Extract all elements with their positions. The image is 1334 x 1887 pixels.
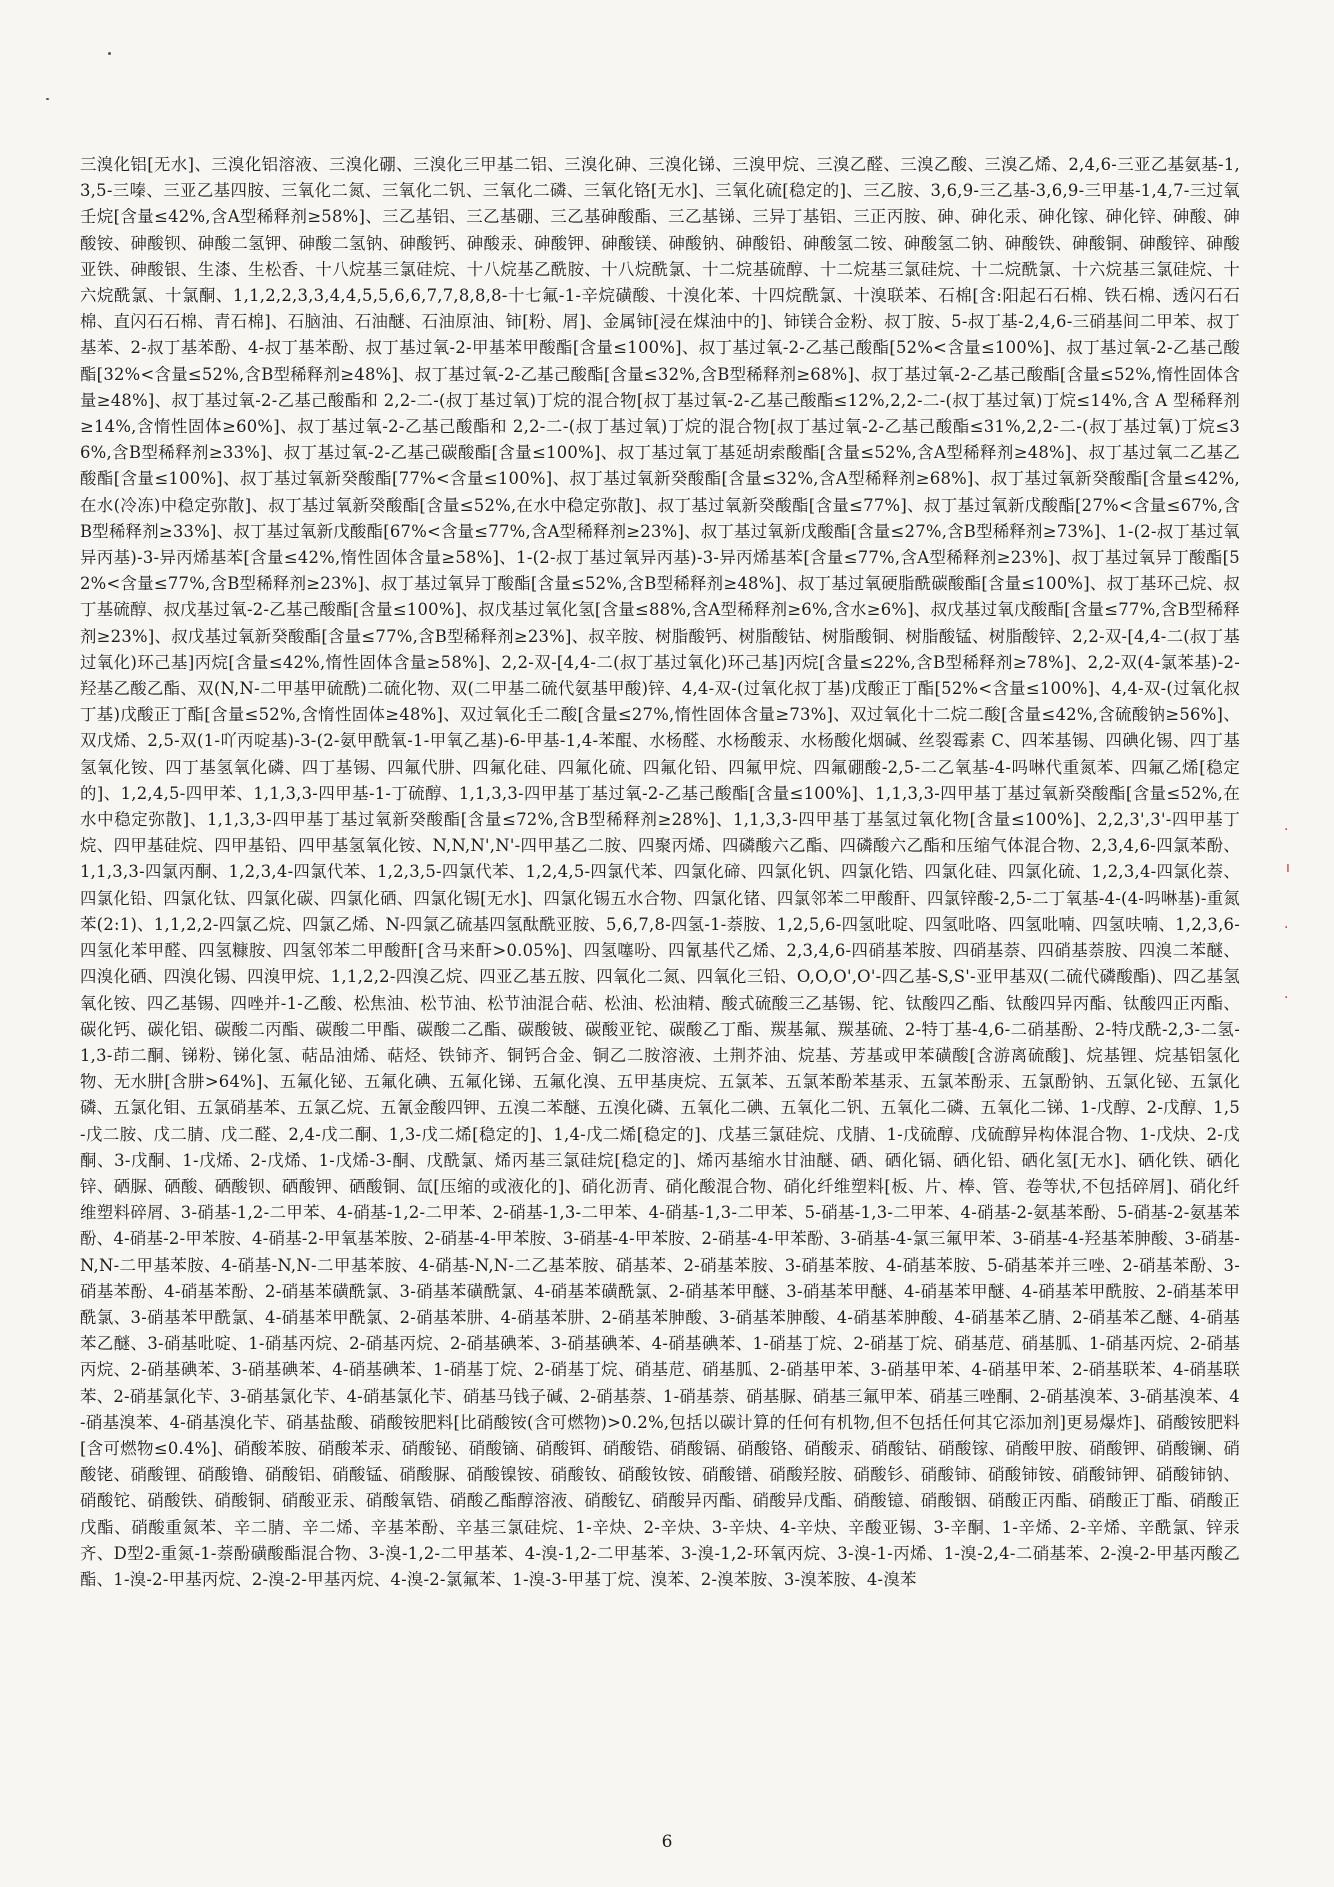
margin-mark: ·: [1284, 822, 1289, 838]
document-body-text: 三溴化铝[无水]、三溴化铝溶液、三溴化硼、三溴化三甲基二铝、三溴化砷、三溴化锑、三溴甲烷、三溴乙醛、三溴乙酸、三溴乙烯、2,4,6-三亚乙基氨基-1,3,5-三嗪、三亚乙基四胺、三氧化二氮、三氧化二钒、三氧化二磷、三氧化铬[无水]、三氧化硫[稳定的]、三乙胺、3,6,9-三乙基-3,6,9-三甲基-1,4,7-三过氧壬烷[含量≤42%,含A型稀释剂≥58%]、三乙基铝、三乙基硼、三乙基砷酸酯、三乙基锑、三异丁基铝、三正丙胺、砷、砷化汞、砷化镓、砷化锌、砷酸、砷酸铵、砷酸钡、砷酸二氢钾、砷酸二氢钠、砷酸钙、砷酸汞、砷酸钾、砷酸镁、砷酸钠、砷酸铅、砷酸氢二铵、砷酸氢二钠、砷酸铁、砷酸铜、砷酸锌、砷酸亚铁、砷酸银、生漆、生松香、十八烷基三氯硅烷、十八烷基乙酰胺、十八烷酰氯、十二烷基硫醇、十二烷基三氯硅烷、十二烷酰氯、十六烷基三氯硅烷、十六烷酰氯、十氯酮、1,1,2,2,3,3,4,4,5,5,6,6,7,7,8,8,8-十七氟-1-辛烷磺酸、十溴化苯、十四烷酰氯、十溴联苯、石棉[含:阳起石石棉、铁石棉、透闪石石棉、直闪石石棉、青石棉]、石脑油、石油醚、石油原油、铈[粉、屑]、金属铈[浸在煤油中的]、铈镁合金粉、叔丁胺、5-叔丁基-2,4,6-三硝基间二甲苯、叔丁基苯、2-叔丁基苯酚、4-叔丁基苯酚、叔丁基过氧-2-甲基苯甲酸酯[含量≤100%]、叔丁基过氧-2-乙基己酸酯[52%<含量≤100%]、叔丁基过氧-2-乙基己酸酯[32%<含量≤52%,含B型稀释剂≥48%]、叔丁基过氧-2-乙基己酸酯[含量≤32%,含B型稀释剂≥68%]、叔丁基过氧-2-乙基己酸酯[含量≤52%,惰性固体含量≥48%]、叔丁基过氧-2-乙基己酸酯和 2,2-二-(叔丁基过氧)丁烷的混合物[叔丁基过氧-2-乙基己酸酯≤12%,2,2-二-(叔丁基过氧)丁烷≤14%,含 A 型稀释剂≥14%,含惰性固体≥60%]、叔丁基过氧-2-乙基己酸酯和 2,2-二-(叔丁基过氧)丁烷的混合物[叔丁基过氧-2-乙基己酸酯≤31%,2,2-二-(叔丁基过氧)丁烷≤36%,含B型稀释剂≥33%]、叔丁基过氧-2-乙基己碳酸酯[含量≤100%]、叔丁基过氧丁基延胡索酸酯[含量≤52%,含A型稀释剂≥48%]、叔丁基过氧二乙基乙酸酯[含量≤100%]、叔丁基过氧新癸酸酯[77%<含量≤100%]、叔丁基过氧新癸酸酯[含量≤32%,含A型稀释剂≥68%]、叔丁基过氧新癸酸酯[含量≤42%,在水(冷冻)中稳定弥散]、叔丁基过氧新癸酸酯[含量≤52%,在水中稳定弥散]、叔丁基过氧新癸酸酯[含量≤77%]、叔丁基过氧新戊酸酯[27%<含量≤67%,含B型稀释剂≥33%]、叔丁基过氧新戊酸酯[67%<含量≤77%,含A型稀释剂≥23%]、叔丁基过氧新戊酸酯[含量≤27%,含B型稀释剂≥73%]、1-(2-叔丁基过氧异丙基)-3-异丙烯基苯[含量≤42%,惰性固体含量≥58%]、1-(2-叔丁基过氧异丙基)-3-异丙烯基苯[含量≤77%,含A型稀释剂≥23%]、叔丁基过氧异丁酸酯[52%<含量≤77%,含B型稀释剂≥23%]、叔丁基过氧异丁酸酯[含量≤52%,含B型稀释剂≥48%]、叔丁基过氧硬脂酰碳酸酯[含量≤100%]、叔丁基环己烷、叔丁基硫醇、叔戊基过氧-2-乙基己酸酯[含量≤100%]、叔戊基过氧化氢[含量≤88%,含A型稀释剂≥6%,含水≥6%]、叔戊基过氧戊酸酯[含量≤77%,含B型稀释剂≥23%]、叔戊基过氧新癸酸酯[含量≤77%,含B型稀释剂≥23%]、叔辛胺、树脂酸钙、树脂酸钴、树脂酸铜、树脂酸锰、树脂酸锌、2,2-双-[4,4-二(叔丁基过氧化)环己基]丙烷[含量≤42%,惰性固体含量≥58%]、2,2-双-[4,4-二(叔丁基过氧化)环己基]丙烷[含量≤22%,含B型稀释剂≥78%]、2,2-双(4-氯苯基)-2-羟基乙酸乙酯、双(N,N-二甲基甲硫酰)二硫化物、双(二甲基二硫代氨基甲酸)锌、4,4-双-(过氧化叔丁基)戊酸正丁酯[52%<含量≤100%]、4,4-双-(过氧化叔丁基)戊酸正丁酯[含量≤52%,含惰性固体≥48%]、双过氧化壬二酸[含量≤27%,惰性固体含量≥73%]、双过氧化十二烷二酸[含量≤42%,含硫酸钠≥56%]、双戊烯、2,5-双(1-吖丙啶基)-3-(2-氨甲酰氧-1-甲氧乙基)-6-甲基-1,4-苯醌、水杨醛、水杨酸汞、水杨酸化烟碱、丝裂霉素 C、四苯基锡、四碘化锡、四丁基氢氧化铵、四丁基氢氧化磷、四丁基锡、四氟代肼、四氟化硅、四氟化硫、四氟化铅、四氟甲烷、四氟硼酸-2,5-二乙氧基-4-吗啉代重氮苯、四氟乙烯[稳定的]、1,2,4,5-四甲苯、1,1,3,3-四甲基-1-丁硫醇、1,1,3,3-四甲基丁基过氧-2-乙基己酸酯[含量≤100%]、1,1,3,3-四甲基丁基过氧新癸酸酯[含量≤52%,在水中稳定弥散]、1,1,3,3-四甲基丁基过氧新癸酸酯[含量≤72%,含B型稀释剂≥28%]、1,1,3,3-四甲基丁基氢过氧化物[含量≤100%]、2,2,3',3'-四甲基丁烷、四甲基硅烷、四甲基铅、四甲基氢氧化铵、N,N,N',N'-四甲基乙二胺、四聚丙烯、四磷酸六乙酯、四磷酸六乙酯和压缩气体混合物、2,3,4,6-四氯苯酚、1,1,3,3-四氯丙酮、1,2,3,4-四氯代苯、1,2,3,5-四氯代苯、1,2,4,5-四氯代苯、四氯化碲、四氯化钒、四氯化锆、四氯化硅、四氯化硫、1,2,3,4-四氯化萘、四氯化铅、四氯化钛、四氯化碳、四氯化硒、四氯化锡[无水]、四氯化锡五水合物、四氯化锗、四氯邻苯二甲酸酐、四氯锌酸-2,5-二丁氧基-4-(4-吗啉基)-重氮苯(2:1)、1,1,2,2-四氯乙烷、四氯乙烯、N-四氯乙硫基四氢酞酰亚胺、5,6,7,8-四氢-1-萘胺、1,2,5,6-四氢吡啶、四氢吡咯、四氢吡喃、四氢呋喃、1,2,3,6-四氢化苯甲醛、四氢糠胺、四氢邻苯二甲酸酐[含马来酐>0.05%]、四氢噻吩、四氰基代乙烯、2,3,4,6-四硝基苯胺、四硝基萘、四硝基萘胺、四溴二苯醚、四溴化硒、四溴化锡、四溴甲烷、1,1,2,2-四溴乙烷、四亚乙基五胺、四氧化二氮、四氧化三铅、O,O,O',O'-四乙基-S,S'-亚甲基双(二硫代磷酸酯)、四乙基氢氧化铵、四乙基锡、四唑并-1-乙酸、松焦油、松节油、松节油混合萜、松油、松油精、酸式硫酸三乙基锡、铊、钛酸四乙酯、钛酸四异丙酯、钛酸四正丙酯、碳化钙、碳化铝、碳酸二丙酯、碳酸二甲酯、碳酸二乙酯、碳酸铍、碳酸亚铊、碳酸乙丁酯、羰基氟、羰基硫、2-特丁基-4,6-二硝基酚、2-特戊酰-2,3-二氢-1,3-茚二酮、锑粉、锑化氢、萜品油烯、萜烃、铁铈齐、铜钙合金、铜乙二胺溶液、土荆芥油、烷基、芳基或甲苯磺酸[含游离硫酸]、烷基锂、烷基铝氢化物、无水肼[含肼>64%]、五氟化铋、五氟化碘、五氟化锑、五氟化溴、五甲基庚烷、五氯苯、五氯苯酚苯基汞、五氯苯酚汞、五氯酚钠、五氯化铋、五氯化磷、五氯化钼、五氯硝基苯、五氯乙烷、五氰金酸四钾、五溴二苯醚、五溴化磷、五氧化二碘、五氧化二钒、五氧化二磷、五氧化二锑、1-戊醇、2-戊醇、1,5-戊二胺、戊二腈、戊二醛、2,4-戊二酮、1,3-戊二烯[稳定的]、1,4-戊二烯[稳定的]、戊基三氯硅烷、戊腈、1-戊硫醇、戊硫醇异构体混合物、1-戊炔、2-戊酮、3-戊酮、1-戊烯、2-戊烯、1-戊烯-3-酮、戊酰氯、烯丙基三氯硅烷[稳定的]、烯丙基缩水甘油醚、硒、硒化镉、硒化铅、硒化氢[无水]、硒化铁、硒化锌、硒脲、硒酸、硒酸钡、硒酸钾、硒酸铜、氙[压缩的或液化的]、硝化沥青、硝化酸混合物、硝化纤维塑料[板、片、棒、管、卷等状,不包括碎屑]、硝化纤维塑料碎屑、3-硝基-1,2-二甲苯、4-硝基-1,2-二甲苯、2-硝基-1,3-二甲苯、4-硝基-1,3-二甲苯、5-硝基-1,3-二甲苯、4-硝基-2-氨基苯酚、5-硝基-2-氨基苯酚、4-硝基-2-甲苯胺、4-硝基-2-甲氧基苯胺、2-硝基-4-甲苯胺、3-硝基-4-甲苯胺、2-硝基-4-甲苯酚、3-硝基-4-氯三氟甲苯、3-硝基-4-羟基苯胂酸、3-硝基-N,N-二甲基苯胺、4-硝基-N,N-二甲基苯胺、4-硝基-N,N-二乙基苯胺、硝基苯、2-硝基苯胺、3-硝基苯胺、4-硝基苯胺、5-硝基苯并三唑、2-硝基苯酚、3-硝基苯酚、4-硝基苯酚、2-硝基苯磺酰氯、3-硝基苯磺酰氯、4-硝基苯磺酰氯、2-硝基苯甲醚、3-硝基苯甲醚、4-硝基苯甲醚、4-硝基苯甲酰胺、2-硝基苯甲酰氯、3-硝基苯甲酰氯、4-硝基苯甲酰氯、2-硝基苯肼、4-硝基苯肼、2-硝基苯胂酸、3-硝基苯胂酸、4-硝基苯胂酸、4-硝基苯乙腈、2-硝基苯乙醚、4-硝基苯乙醚、3-硝基吡啶、1-硝基丙烷、2-硝基丙烷、2-硝基碘苯、3-硝基碘苯、4-硝基碘苯、1-硝基丁烷、2-硝基丁烷、硝基苊、硝基胍、1-硝基丙烷、2-硝基丙烷、2-硝基碘苯、3-硝基碘苯、4-硝基碘苯、1-硝基丁烷、2-硝基丁烷、硝基苊、硝基胍、2-硝基甲苯、3-硝基甲苯、4-硝基甲苯、2-硝基联苯、4-硝基联苯、2-硝基氯化苄、3-硝基氯化苄、4-硝基氯化苄、硝基马钱子碱、2-硝基萘、1-硝基萘、硝基脲、硝基三氟甲苯、硝基三唑酮、2-硝基溴苯、3-硝基溴苯、4-硝基溴苯、4-硝基溴化苄、硝基盐酸、硝酸铵肥料[比硝酸铵(含可燃物)>0.2%,包括以碳计算的任何有机物,但不包括任何其它添加剂]更易爆炸]、硝酸铵肥料[含可燃物≤0.4%]、硝酸苯胺、硝酸苯汞、硝酸铋、硝酸镝、硝酸铒、硝酸锆、硝酸镉、硝酸铬、硝酸汞、硝酸钴、硝酸镓、硝酸甲胺、硝酸钾、硝酸镧、硝酸铑、硝酸锂、硝酸镥、硝酸铝、硝酸锰、硝酸脲、硝酸镍铵、硝酸钕、硝酸钕铵、硝酸镨、硝酸羟胺、硝酸钐、硝酸铈、硝酸铈铵、硝酸铈钾、硝酸铈钠、硝酸铊、硝酸铁、硝酸铜、硝酸亚汞、硝酸氧锆、硝酸乙酯醇溶液、硝酸钇、硝酸异丙酯、硝酸异戊酯、硝酸镱、硝酸铟、硝酸正丙酯、硝酸正丁酯、硝酸正戊酯、硝酸重氮苯、辛二腈、辛二烯、辛基苯酚、辛基三氯硅烷、1-辛炔、2-辛炔、3-辛炔、4-辛炔、辛酸亚锡、3-辛酮、1-辛烯、2-辛烯、辛酰氯、锌汞齐、D型2-重氮-1-萘酚磺酸酯混合物、3-溴-1,2-二甲基苯、4-溴-1,2-二甲基苯、3-溴-1,2-环氧丙烷、3-溴-1-丙烯、1-溴-2,4-二硝基苯、2-溴-2-甲基丙酸乙酯、1-溴-2-甲基丙烷、2-溴-2-甲基丙烷、4-溴-2-氯氟苯、1-溴-3-甲基丁烷、溴苯、2-溴苯胺、3-溴苯胺、4-溴苯: [80, 155, 1240, 1589]
scan-speck-dot: [108, 52, 111, 55]
margin-mark: ı: [1286, 860, 1290, 876]
margin-mark: ·: [1284, 920, 1289, 936]
page-number: 6: [661, 1832, 673, 1852]
margin-mark: ·: [1284, 990, 1289, 1006]
scan-speck-dot: [46, 98, 49, 100]
